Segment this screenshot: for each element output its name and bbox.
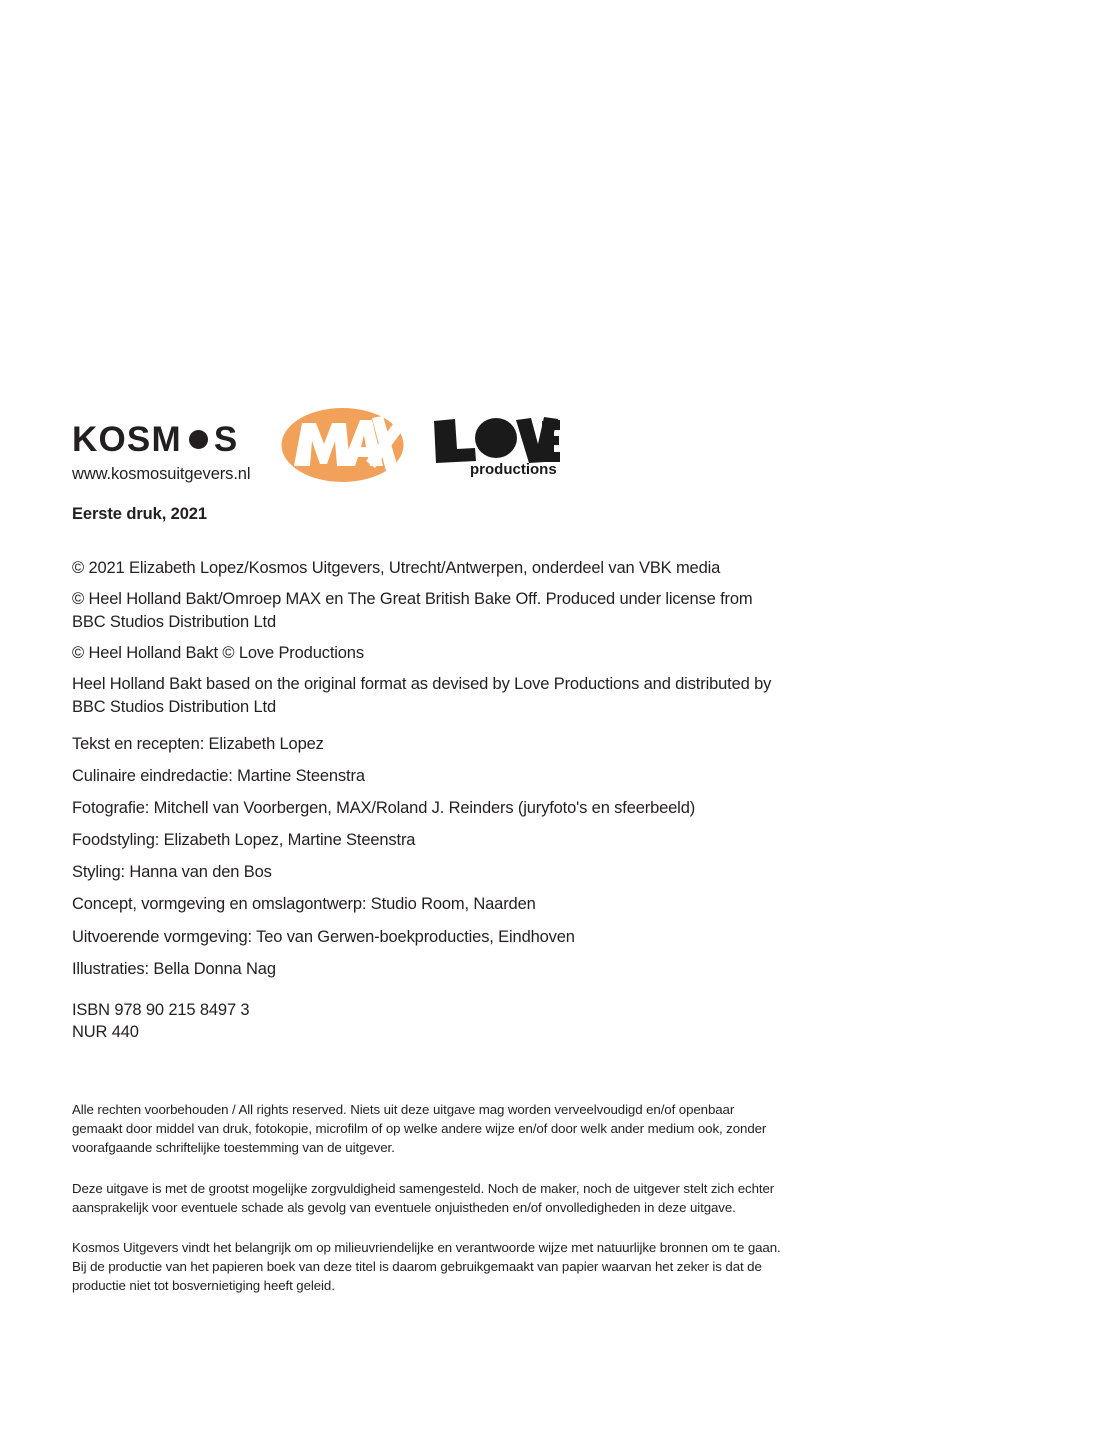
credit-line: Uitvoerende vormgeving: Teo van Gerwen-boekproducties, Eindhoven bbox=[72, 927, 575, 946]
kosmos-wordmark-left: KOSM bbox=[72, 420, 182, 459]
copyright-line: © Heel Holland Bakt/Omroep MAX en The Great British Bake Off. Produced under license from BBC Studios Distribution Ltd bbox=[72, 590, 753, 632]
legal-paragraph: Alle rechten voorbehouden / All rights reserved. Niets uit deze uitgave mag worden verveelvoudigd en/of openbaar gemaakt door middel van druk, fotokopie, microfilm of op welke andere wijze en/of door welk ander medium ook, zonder voorafgaande schriftelijke toestemming van de uitgever. bbox=[72, 1102, 767, 1155]
legal-paragraph: Kosmos Uitgevers vindt het belangrijk om op milieuvriendelijke en verantwoorde wijze met natuurlijke bronnen om te gaan. Bij de productie van het papieren boek van deze titel is daarom gebruikgemaakt van papier waarvan het zeker is dat de productie niet tot bosvernietiging heeft geleid. bbox=[72, 1240, 781, 1294]
kosmos-wordmark bbox=[72, 422, 307, 457]
nur-line: NUR 440 bbox=[72, 1022, 139, 1041]
circle-dot-icon bbox=[189, 430, 208, 449]
credit-line: Styling: Hanna van den Bos bbox=[72, 863, 272, 882]
edition-line: Eerste druk, 2021 bbox=[72, 505, 207, 523]
kosmos-logo bbox=[72, 422, 307, 484]
publisher-logo-strip bbox=[72, 404, 832, 496]
max-logo bbox=[280, 404, 405, 486]
identifier-block bbox=[72, 1000, 784, 1044]
love-productions-logo bbox=[430, 415, 560, 477]
credit-line: Tekst en recepten: Elizabeth Lopez bbox=[72, 735, 324, 753]
isbn-line: ISBN 978 90 215 8497 3 bbox=[72, 1001, 250, 1019]
legal-paragraph: Deze uitgave is met de grootst mogelijke zorgvuldigheid samengesteld. Noch de maker, noch de uitgever stelt zich echter aansprakelijk voor eventuele schade als gevolg van eventuele onjuistheden en/of onvolledigheden in deze uitgave. bbox=[72, 1180, 775, 1215]
copyright-block bbox=[72, 557, 784, 728]
kosmos-wordmark-right: S bbox=[213, 420, 239, 459]
copyright-line: © Heel Holland Bakt © Love Productions bbox=[72, 644, 364, 663]
legal-block bbox=[72, 1101, 784, 1296]
credit-line: Foodstyling: Elizabeth Lopez, Martine Steenstra bbox=[72, 831, 416, 850]
copyright-line: © 2021 Elizabeth Lopez/Kosmos Uitgevers, Utrecht/Antwerpen, onderdeel van VBK media bbox=[72, 559, 721, 577]
credit-line: Concept, vormgeving en omslagontwerp: Studio Room, Naarden bbox=[72, 895, 536, 914]
credit-line: Fotografie: Mitchell van Voorbergen, MAX/Roland J. Reinders (juryfoto's en sfeerbeeld) bbox=[72, 799, 696, 818]
credit-line: Culinaire eindredactie: Martine Steenstra bbox=[72, 767, 365, 786]
love-subtext: productions bbox=[470, 461, 557, 477]
credits-block bbox=[72, 733, 784, 990]
kosmos-url[interactable]: www.kosmosuitgevers.nl bbox=[72, 465, 251, 483]
copyright-line: Heel Holland Bakt based on the original format as devised by Love Productions and distributed by BBC Studios Distribution Ltd bbox=[72, 675, 772, 717]
credit-line: Illustraties: Bella Donna Nag bbox=[72, 959, 276, 978]
